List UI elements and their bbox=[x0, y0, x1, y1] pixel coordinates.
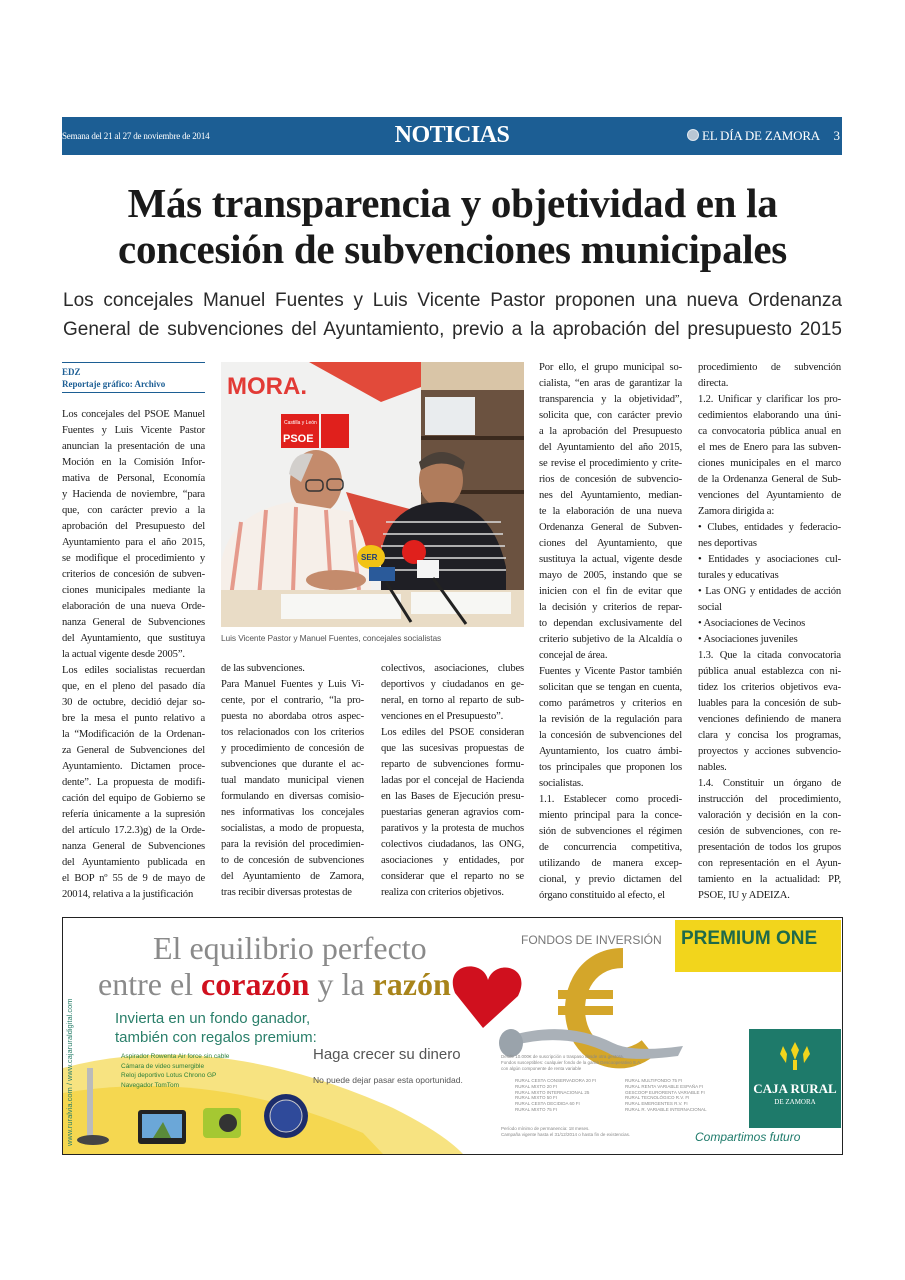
ad-gift-list bbox=[121, 1052, 229, 1090]
ad-fund: RURAL MULTIFONDO 75 FI bbox=[625, 1078, 683, 1083]
ad-headline-reason: razón bbox=[372, 966, 451, 1002]
text-line: la actual vigente desde 2005”. bbox=[62, 649, 185, 660]
ad-invest-line: Invierta en un fondo ganador, bbox=[115, 1010, 311, 1027]
text-line: 1.1. Establecer como procedi- bbox=[539, 794, 682, 805]
ad-fund: RURAL CESTA DECIDIDA 60 FI bbox=[515, 1101, 580, 1107]
text-line: como parámetros y criterios en bbox=[539, 698, 682, 709]
text-line: a la aprobación del Presupuesto bbox=[539, 426, 682, 437]
text-line: socialistas. bbox=[539, 778, 584, 789]
text-line: subvenciones que durante el ac- bbox=[221, 759, 364, 770]
text-line: criterios de concesión de subven- bbox=[62, 569, 205, 580]
press-conference-photo bbox=[221, 362, 524, 627]
ad-fund: RURAL MIXTO INTERNACIONAL 25 bbox=[515, 1089, 590, 1095]
text-line: to de concesión de subvenciones bbox=[221, 855, 364, 866]
text-line: venciones del Ayuntamiento de bbox=[698, 490, 841, 501]
ad-product-name: PREMIUM ONE bbox=[681, 928, 818, 949]
article-title bbox=[40, 180, 865, 272]
text-line: nanza General de Subvenciones bbox=[62, 841, 205, 852]
text-line: puestarias generan agravios com- bbox=[381, 807, 524, 818]
text-line: con representación en el Ayun- bbox=[698, 858, 841, 869]
ad-gift-item: Navegador TomTom bbox=[121, 1081, 180, 1089]
issue-date: Semana del 21 al 27 de noviembre de 2014 bbox=[62, 131, 210, 141]
text-line: tual mandato municipal vienen bbox=[221, 775, 364, 786]
text-line: nes del Ayuntamiento, median- bbox=[539, 490, 682, 501]
ad-headline-text: entre el bbox=[98, 966, 202, 1002]
ad-funds-left bbox=[515, 1078, 596, 1113]
ad-fund: GESCOOP EURORENTA VARIABLE FI bbox=[625, 1089, 705, 1095]
text-line: aprobación del Presupuesto del bbox=[62, 521, 205, 532]
text-line: formulando en diversas comisio- bbox=[221, 791, 364, 802]
text-line: nes deportivas bbox=[698, 538, 757, 549]
text-line: considerar que el reparto no se bbox=[381, 871, 524, 882]
text-line: del Ayuntamiento del año 2015, bbox=[539, 442, 682, 453]
text-line: venciones en el Presupuesto”. bbox=[381, 711, 504, 722]
article-column bbox=[221, 661, 364, 901]
ad-tagline-sub: No puede dejar pasar esta oportunidad. bbox=[313, 1075, 463, 1085]
text-line: utilizando de manera excep- bbox=[539, 858, 682, 869]
text-line: directa. bbox=[698, 378, 729, 389]
text-line: se revise el procedimiento y crite- bbox=[539, 458, 682, 469]
text-line: reparto de subvenciones formu- bbox=[381, 759, 524, 770]
text-line: • Clubes, entidades y federacio- bbox=[698, 522, 841, 533]
text-line: de concurrencia competitiva, bbox=[539, 842, 682, 853]
text-line: tidez los criterios objetivos eva- bbox=[698, 682, 841, 693]
text-line: luables para la concesión de sub- bbox=[698, 698, 841, 709]
author: EDZ bbox=[62, 367, 81, 377]
photo-credit: Reportaje gráfico: Archivo bbox=[62, 379, 166, 389]
text-line: 20014, relativa a la justificación bbox=[62, 889, 194, 900]
text-line: de las subvenciones. bbox=[221, 663, 305, 674]
text-line: Fuentes y Vicente Pastor también bbox=[539, 666, 682, 677]
text-line: Ordenanza General de Subven- bbox=[539, 522, 682, 533]
article-column bbox=[698, 360, 841, 904]
text-line: deportivos y ciudadanos en ge- bbox=[381, 679, 524, 690]
text-line: ciones municipales mediante la bbox=[62, 585, 205, 596]
text-line: 1.2. Unificar y clarificar los pro- bbox=[698, 394, 841, 405]
text-line: sustituya la actual, vigente desde bbox=[539, 554, 682, 565]
title-line: Más transparencia y objetividad en la bbox=[127, 180, 778, 226]
ad-fund: RURAL EMERGENTES R.V. FI bbox=[625, 1101, 688, 1107]
ad-gift-item: Reloj deportivo Lotus Chrono GP bbox=[121, 1072, 217, 1079]
text-line: del Ayuntamiento, que sustituya bbox=[62, 633, 205, 644]
ad-condition: con algún componente de renta variable bbox=[501, 1066, 582, 1071]
text-line: asociaciones y entidades, por bbox=[381, 855, 524, 866]
ad-gift-item: Aspirador Rowenta Air force sin cable bbox=[121, 1053, 230, 1060]
text-line: parativos y la protesta de muchos bbox=[381, 823, 524, 834]
svg-text:PSOE: PSOE bbox=[283, 433, 314, 445]
text-line: nes informativas los concejales bbox=[221, 807, 364, 818]
byline bbox=[62, 362, 205, 393]
ad-fund: RURAL TECNOLÓGICO R.V. FI bbox=[625, 1095, 690, 1101]
text-line: que las sucesivas propuestas de bbox=[381, 743, 524, 754]
globe-icon bbox=[687, 129, 699, 141]
ad-fund-type: FONDOS DE INVERSIÓN bbox=[521, 933, 662, 947]
text-line: mayo de 2005, instando que se bbox=[539, 570, 682, 581]
text-line: te la elaboración de una nueva bbox=[539, 506, 682, 517]
text-line: de la Ordenanza General de Sub- bbox=[698, 474, 841, 485]
text-line: Para Manuel Fuentes y Luis Vi- bbox=[221, 679, 364, 690]
text-line: la decisión y criterios de repar- bbox=[539, 602, 682, 613]
text-line: nanza General de Subvenciones bbox=[62, 617, 205, 628]
ad-invest-line: también con regalos premium: bbox=[115, 1029, 317, 1046]
ad-condition: Desde 10.000€ de suscripción o traspaso desde otra gestora. bbox=[501, 1054, 624, 1059]
text-line: cional, y previo dictamen del bbox=[539, 874, 682, 885]
text-line: dente”. La propuesta de modifi- bbox=[62, 777, 205, 788]
text-line: la concesión de subvenciones del bbox=[539, 730, 682, 741]
ad-footnote: Período mínimo de permanencia: 18 meses. bbox=[501, 1126, 590, 1131]
text-line: se modifique el procedimiento y bbox=[62, 553, 205, 564]
text-line: tos principales que proponen los bbox=[539, 762, 682, 773]
text-line: 1.4. Constituir un órgano de bbox=[698, 778, 841, 789]
bank-name: CAJA RURAL bbox=[753, 1081, 837, 1096]
text-line: tras recibir diversas protestas de bbox=[221, 887, 352, 898]
text-line: socialistas, a modo de propuesta, bbox=[221, 823, 364, 834]
ad-headline-heart: corazón bbox=[201, 966, 310, 1002]
text-line: pública anual establezca con ni- bbox=[698, 666, 841, 677]
text-line: • Asociaciones juveniles bbox=[698, 634, 798, 645]
text-line: • Las ONG y entidades de acción bbox=[698, 586, 841, 597]
ad-fund: RURAL CESTA CONSERVADORA 20 FI bbox=[515, 1078, 597, 1083]
text-line: colectivos, asociaciones, clubes bbox=[381, 663, 524, 674]
photo-caption: Luis Vicente Pastor y Manuel Fuentes, concejales socialistas bbox=[221, 633, 442, 643]
text-line: 30 de octubre, decidió dejar so- bbox=[62, 697, 205, 708]
text-line: mativa de Personal, Economía bbox=[62, 473, 205, 484]
section-name: NOTICIAS bbox=[394, 122, 510, 148]
text-line: cación del equipo de Gobierno se bbox=[62, 793, 205, 804]
text-line: elaboración de una nueva Orde- bbox=[62, 601, 205, 612]
text-line: realiza con criterios objetivos. bbox=[381, 887, 504, 898]
ad-fund: RURAL MIXTO 75 FI bbox=[515, 1106, 558, 1112]
text-line: valoración y decisión en la con- bbox=[698, 810, 841, 821]
ad-url[interactable]: www.ruralvia.com / www.cajaruraldigital.com bbox=[65, 998, 74, 1146]
text-line: proyectos y acciones subvencio- bbox=[698, 746, 841, 757]
ad-headline-text: y la bbox=[309, 966, 373, 1002]
text-line: y Hacienda de noviembre, “para bbox=[62, 489, 205, 500]
text-line: ciones municipales en el marco bbox=[698, 458, 841, 469]
ad-footnote: Campaña vigente hasta el 31/12/2014 o hasta fin de existencias. bbox=[501, 1132, 631, 1137]
text-line: Por ello, el grupo municipal so- bbox=[539, 362, 682, 373]
text-line: concejal de área. bbox=[539, 650, 608, 661]
article-column bbox=[381, 661, 524, 901]
text-line: Moción en la Comisión Infor- bbox=[62, 457, 205, 468]
text-line: neral, en torno al reparto de sub- bbox=[381, 695, 524, 706]
text-line: inicien con el fin de evitar que bbox=[539, 586, 682, 597]
ad-gift-item: Cámara de video sumergible bbox=[121, 1062, 205, 1070]
bank-slogan: Compartimos futuro bbox=[695, 1130, 801, 1144]
text-line: solicitan que se tengan en cuenta, bbox=[539, 682, 682, 693]
text-line: en las Bases de Ejecución presu- bbox=[381, 791, 524, 802]
text-line: bre la mesa el punto relativo a bbox=[62, 713, 205, 724]
text-line: za General de Subvenciones del bbox=[62, 745, 205, 756]
text-line: del artículo 17.2.3)g) de la Orde- bbox=[62, 825, 205, 836]
ad-footnotes bbox=[501, 1126, 630, 1138]
text-line: 1.3. Que la citada convocatoria bbox=[698, 650, 841, 661]
text-line: miento principal para la conce- bbox=[539, 810, 682, 821]
text-line: anuncian la presentación de una bbox=[62, 441, 205, 452]
ad-fund: RURAL MIXTO 20 FI bbox=[515, 1083, 558, 1089]
text-line: que, en el pleno del pasado día bbox=[62, 681, 205, 692]
ad-tagline: Haga crecer su dinero bbox=[313, 1046, 461, 1063]
text-line: Los concejales del PSOE Manuel bbox=[62, 409, 205, 420]
text-line: Ayuntamiento para el año 2015, bbox=[62, 537, 205, 548]
text-line: ca convocatoria pública anual en bbox=[698, 426, 841, 437]
text-line: • Asociaciones de Vecinos bbox=[698, 618, 806, 629]
ad-funds-right bbox=[625, 1078, 707, 1113]
text-line: rios de concesión de subvencio- bbox=[539, 474, 682, 485]
text-line: criterio subjetivo de la Alcaldía o bbox=[539, 634, 682, 645]
advertisement-banner[interactable] bbox=[62, 917, 843, 1155]
ad-headline-line1: El equilibrio perfecto bbox=[153, 930, 427, 966]
text-line: Los ediles socialistas recuerdan bbox=[62, 665, 205, 676]
text-line: venciones definiendo de manera bbox=[698, 714, 841, 725]
ad-conditions bbox=[501, 1054, 641, 1072]
text-line: la revisión de la regulación para bbox=[539, 714, 682, 725]
text-line: instrucción del procedimiento, bbox=[698, 794, 841, 805]
text-line: PSOE, IU y ADEIZA. bbox=[698, 890, 790, 901]
text-line: colectivos ciudadanos, las ONG, bbox=[381, 839, 524, 850]
text-line: y procedimiento de concesión de bbox=[221, 743, 364, 754]
text-line: procedimiento de subvención bbox=[698, 362, 841, 373]
text-line: refería únicamente a la supresión bbox=[62, 809, 205, 820]
text-line: del Ayuntamiento de Zamora, bbox=[221, 871, 364, 882]
text-line: ciones del Ayuntamiento, que bbox=[539, 538, 682, 549]
text-line: cesión de subvenciones, con re- bbox=[698, 826, 841, 837]
text-line: to dependan exclusivamente del bbox=[539, 618, 682, 629]
publication-name bbox=[687, 128, 820, 144]
text-line: solicita que, con carácter previo bbox=[539, 410, 682, 421]
text-line: el BOP nº 55 de 9 de mayo de bbox=[62, 873, 205, 884]
text-line: Ayuntamiento. Dictamen proce- bbox=[62, 761, 205, 772]
text-line: tamiento en la actualidad: PP, bbox=[698, 874, 841, 885]
article-column bbox=[62, 407, 205, 903]
text-line: Fuentes y Luis Vicente Pastor bbox=[62, 425, 205, 436]
ad-fund: RURAL R. VARIABLE INTERNACIONAL bbox=[625, 1106, 707, 1112]
bank-region: DE ZAMORA bbox=[774, 1098, 816, 1106]
text-line: transparencia y la objetividad”, bbox=[539, 394, 682, 405]
text-line: la “Modificación de la Ordenan- bbox=[62, 729, 205, 740]
svg-text:SER: SER bbox=[361, 553, 378, 562]
text-line: el mes de Enero para las subven- bbox=[698, 442, 841, 453]
text-line: cente, por el contrario, “la pro- bbox=[221, 695, 364, 706]
text-line: órgano constituido al efecto, el bbox=[539, 890, 665, 901]
text-line: ladas por el concejal de Hacienda bbox=[381, 775, 524, 786]
text-line: del Ayuntamiento publicada en bbox=[62, 857, 205, 868]
ad-fund: RURAL RENTA VARIABLE ESPAÑA FI bbox=[625, 1083, 704, 1089]
text-line: puesta no abordaba otros aspec- bbox=[221, 711, 364, 722]
article-column bbox=[539, 360, 682, 904]
text-line: para la revisión del procedimien- bbox=[221, 839, 364, 850]
text-line: Los ediles del PSOE consideran bbox=[381, 727, 524, 738]
text-line: que, con carácter previo a la bbox=[62, 505, 205, 516]
article-subtitle-line: General de subvenciones del Ayuntamiento, previo a la aprobación del presupuesto 2015 bbox=[63, 319, 842, 340]
text-line: Ayuntamiento, los cuatro ámbi- bbox=[539, 746, 682, 757]
ad-headline-line2 bbox=[98, 966, 451, 1003]
text-line: turales y educativas bbox=[698, 570, 779, 581]
ad-condition: Fondos susceptibles: cualquier fondo de la gama Gescooperativo S.A. bbox=[501, 1060, 642, 1065]
text-line: clara y concisa los programas, bbox=[698, 730, 841, 741]
text-line: nables. bbox=[698, 762, 727, 773]
section-header-bar bbox=[62, 117, 842, 155]
article-photo bbox=[221, 362, 524, 627]
page-number: 3 bbox=[833, 128, 840, 143]
title-line: concesión de subvenciones municipales bbox=[118, 226, 787, 272]
publication-label: EL DÍA DE ZAMORA bbox=[701, 128, 820, 143]
text-line: cedimientos elaborando una úni- bbox=[698, 410, 841, 421]
article-subtitle-line: Los concejales Manuel Fuentes y Luis Vicente Pastor proponen una nueva Ordenanza bbox=[63, 290, 842, 311]
text-line: tos relacionados con los criterios bbox=[221, 727, 364, 738]
text-line: social bbox=[698, 602, 722, 613]
text-line: sión de subvenciones el régimen bbox=[539, 826, 682, 837]
text-line: • Entidades y asociaciones cul- bbox=[698, 554, 841, 565]
ad-fund: RURAL MIXTO 50 FI bbox=[515, 1095, 558, 1101]
text-line: Zamora dirigida a: bbox=[698, 506, 775, 517]
svg-text:MORA.: MORA. bbox=[227, 373, 307, 400]
svg-text:Castilla y León: Castilla y León bbox=[284, 420, 317, 426]
text-line: cialista, “en aras de garantizar la bbox=[539, 378, 682, 389]
text-line: presentación de todos los grupos bbox=[698, 842, 841, 853]
